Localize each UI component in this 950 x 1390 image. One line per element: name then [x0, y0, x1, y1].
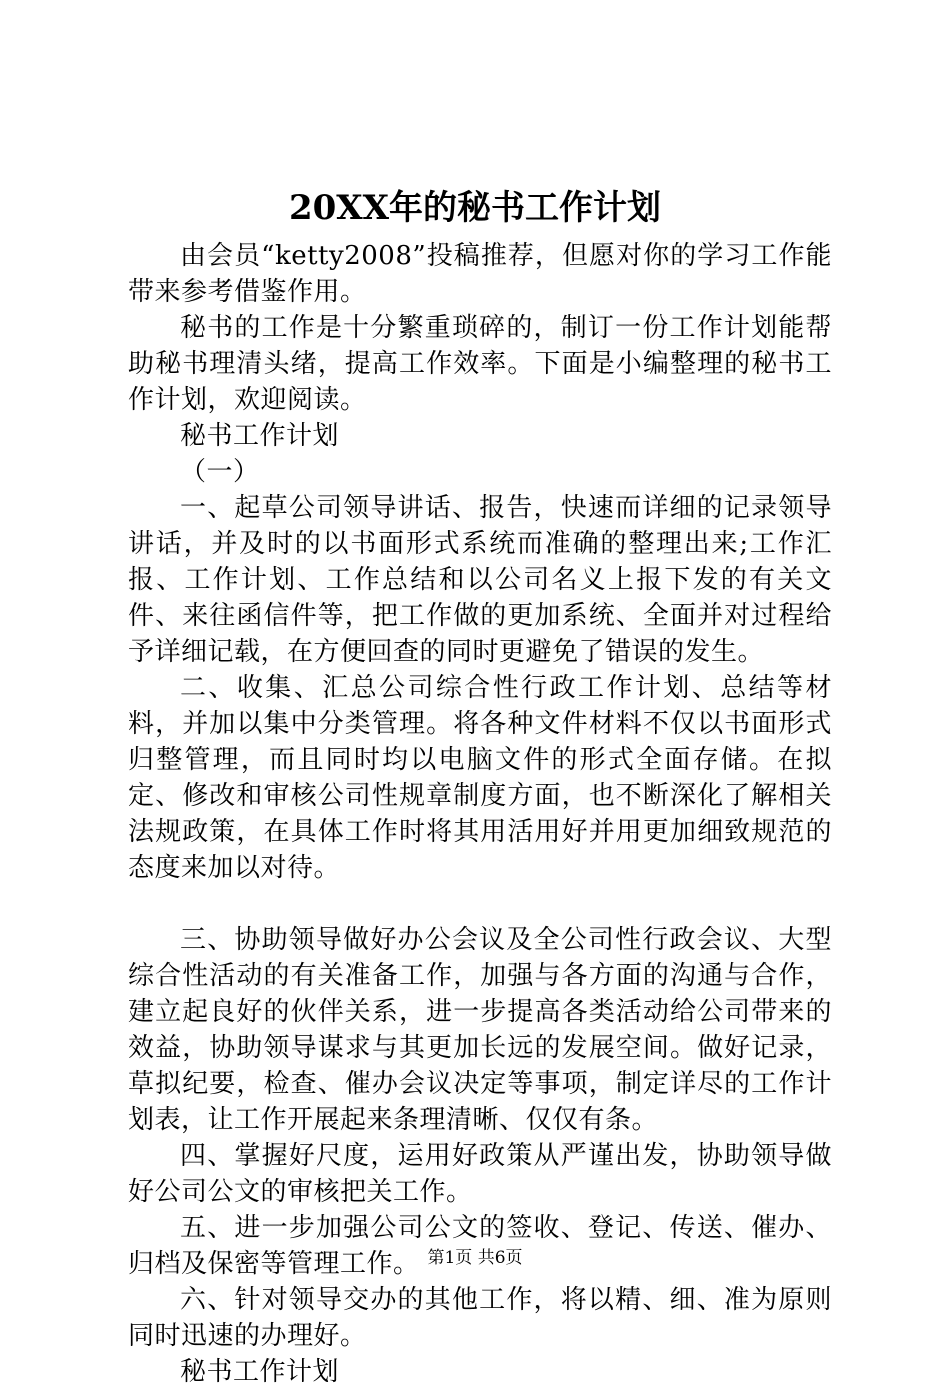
section-heading: 秘书工作计划 [180, 421, 340, 451]
paragraph-item-1: 一、起草公司领导讲话、报告，快速而详细的记录领导讲话，并及时的以书面形式系统而准确的整理出来;工作汇报、工作计划、工作总结和以公司名义上报下发的有关文件、来往函信件等，把工作做的更加系统、全面并对过程给予详细记载，在方便回查的同时更避免了错误的发生。 [128, 493, 832, 667]
section-heading-repeat: 秘书工作计划 [180, 1357, 340, 1387]
paragraph-intro-contributor: 由会员“ketty2008”投稿推荐，但愿对你的学习工作能带来参考借鉴作用。 [128, 241, 832, 307]
paragraph-item-6: 六、针对领导交办的其他工作，将以精、细、准为原则同时迅速的办理好。 [128, 1285, 832, 1351]
paragraph-item-2: 二、收集、汇总公司综合性行政工作计划、总结等材料，并加以集中分类管理。将各种文件材料不仅以书面形式归整管理，而且同时均以电脑文件的形式全面存储。在拟定、修改和审核公司性规章制度方面，也不断深化了解相关法规政策，在具体工作时将其用活用好并用更加细致规范的态度来加以对待。 [128, 673, 832, 883]
paragraph-intro-summary: 秘书的工作是十分繁重琐碎的，制订一份工作计划能帮助秘书理清头绪，提高工作效率。下面是小编整理的秘书工作计划，欢迎阅读。 [128, 313, 832, 415]
document-title: 20XX年的秘书工作计划 [288, 188, 662, 228]
section-number: （一） [180, 457, 260, 487]
page-number-footer: 第1页 共6页 [427, 1248, 523, 1268]
document-body [128, 238, 832, 1390]
paragraph-item-5: 五、进一步加强公司公文的签收、登记、传送、催办、归档及保密等管理工作。 [128, 1213, 832, 1279]
paragraph-item-3: 三、协助领导做好办公会议及全公司性行政会议、大型综合性活动的有关准备工作，加强与各方面的沟通与合作，建立起良好的伙伴关系，进一步提高各类活动给公司带来的效益，协助领导谋求与其更加长远的发展空间。做好记录，草拟纪要，检查、催办会议决定等事项，制定详尽的工作计划表，让工作开展起来条理清晰、仅仅有条。 [128, 925, 832, 1135]
paragraph-item-4: 四、掌握好尺度，运用好政策从严谨出发，协助领导做好公司公文的审核把关工作。 [128, 1141, 832, 1207]
